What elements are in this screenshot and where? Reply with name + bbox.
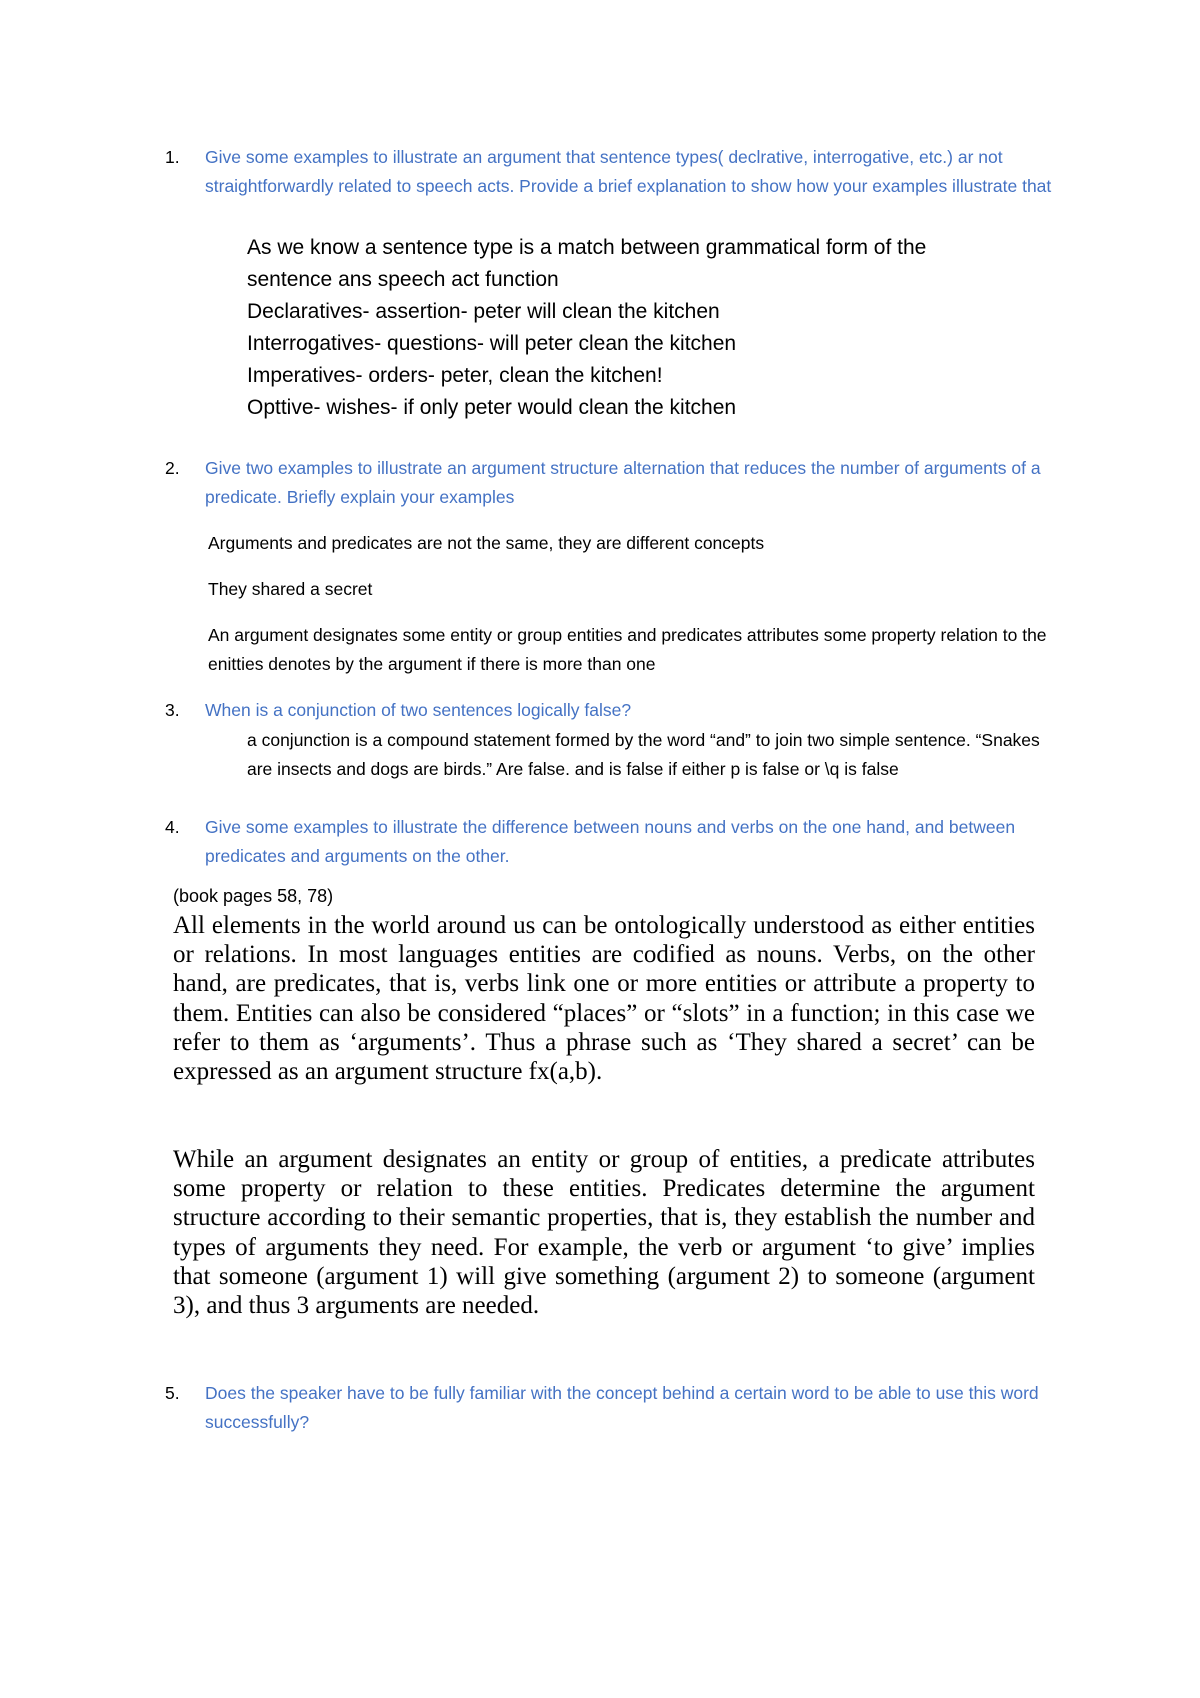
answer-1-line: Interrogatives- questions- will peter clean the kitchen: [247, 332, 737, 355]
answer-3: a conjunction is a compound statement formed by the word “and” to join two simple sentence. “Snakes are insects and dogs are birds.” Are false. and is false if either p is false or \q is false: [247, 730, 1040, 779]
question-2-text: Give two examples to illustrate an argument structure alternation that reduces the number of arguments of a predicate. Briefly explain your examples: [205, 458, 1041, 507]
answer-2-paragraph-1: Arguments and predicates are not the same, they are different concepts: [208, 533, 765, 553]
question-3: [165, 696, 1075, 725]
question-1-text: Give some examples to illustrate an argument that sentence types( declrative, interrogative, etc.) ar not straightforwardly related to speech acts. Provide a brief explanation to show how your examples illustrate that: [205, 147, 1052, 196]
answer-2-paragraph-2: They shared a secret: [208, 579, 373, 599]
question-5-number: 5.: [165, 1383, 180, 1403]
question-4-text: Give some examples to illustrate the difference between nouns and verbs on the one hand, and between predicates and arguments on the other.: [205, 817, 1016, 866]
question-4-number: 4.: [165, 817, 180, 837]
serif-paragraph-2: While an argument designates an entity or group of entities, a predicate attributes some property or relation to these entities. Predicates determine the argument structure according to their semantic properties, that is, they establish the number and types of arguments they need. For example, the verb or argument ‘to give’ implies that someone (argument 1) will give something (argument 2) to someone (argument 3), and thus 3 arguments are needed.: [173, 1146, 1035, 1320]
answer-1-line: Opttive- wishes- if only peter would clean the kitchen: [247, 396, 737, 419]
question-5-text: Does the speaker have to be fully familiar with the concept behind a certain word to be able to use this word successfully?: [205, 1383, 1039, 1432]
question-5: [165, 1379, 1075, 1437]
answer-1-line: Declaratives- assertion- peter will clean the kitchen: [247, 300, 720, 323]
question-1-number: 1.: [165, 147, 180, 167]
book-pages-note: (book pages 58, 78): [173, 886, 334, 906]
question-3-text: When is a conjunction of two sentences logically false?: [205, 700, 632, 720]
answer-1-line: Imperatives- orders- peter, clean the kitchen!: [247, 364, 663, 387]
question-4: [165, 813, 1075, 871]
question-1: [165, 143, 1075, 201]
answer-1-line: sentence ans speech act function: [247, 268, 559, 291]
question-3-number: 3.: [165, 700, 180, 720]
question-2: [165, 454, 1075, 512]
answer-1: [247, 232, 1077, 424]
question-2-number: 2.: [165, 458, 180, 478]
answer-2-paragraph-3: An argument designates some entity or group entities and predicates attributes some property relation to the enitties denotes by the argument if there is more than one: [208, 625, 1047, 674]
serif-paragraph-1: All elements in the world around us can be ontologically understood as either entities or relations. In most languages entities are codified as nouns. Verbs, on the other hand, are predicates, that is, verbs link one or more entities or attribute a property to them. Entities can also be considered “places” or “slots” in a function; in this case we refer to them as ‘arguments’. Thus a phrase such as ‘They shared a secret’ can be expressed as an argument structure fx(a,b).: [173, 912, 1035, 1086]
answer-1-line: As we know a sentence type is a match between grammatical form of the: [247, 236, 927, 259]
